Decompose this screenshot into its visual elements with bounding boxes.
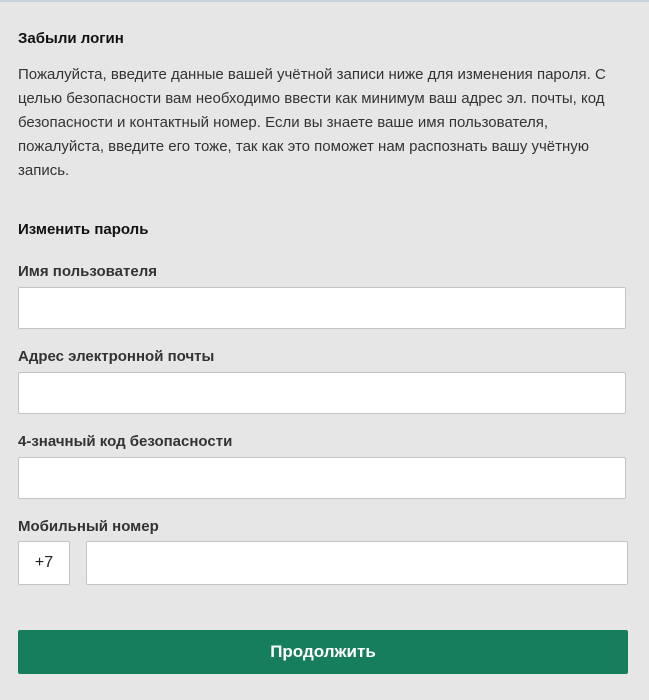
section-title: Изменить пароль xyxy=(18,221,149,238)
phone-label: Мобильный номер xyxy=(18,518,159,535)
continue-button[interactable]: Продолжить xyxy=(18,630,628,674)
security-code-label: 4-значный код безопасности xyxy=(18,433,233,450)
email-label: Адрес электронной почты xyxy=(18,348,215,365)
top-divider xyxy=(0,0,649,2)
email-input[interactable] xyxy=(18,372,626,414)
username-input[interactable] xyxy=(18,287,626,329)
phone-country-prefix[interactable]: +7 xyxy=(18,541,70,585)
page-title: Забыли логин xyxy=(18,30,124,47)
security-code-input[interactable] xyxy=(18,457,626,499)
username-label: Имя пользователя xyxy=(18,263,157,280)
phone-input[interactable] xyxy=(86,541,628,585)
instructions-text: Пожалуйста, введите данные вашей учётной записи ниже для изменения пароля. С целью безопасности вам необходимо ввести как минимум ваш адрес эл. почты, код безопасности и контактный номер. Если вы знаете ваше имя пользователя, пожалуйста, введите его тоже, так как это поможет нам распознать вашу учётную запись. xyxy=(18,66,606,179)
